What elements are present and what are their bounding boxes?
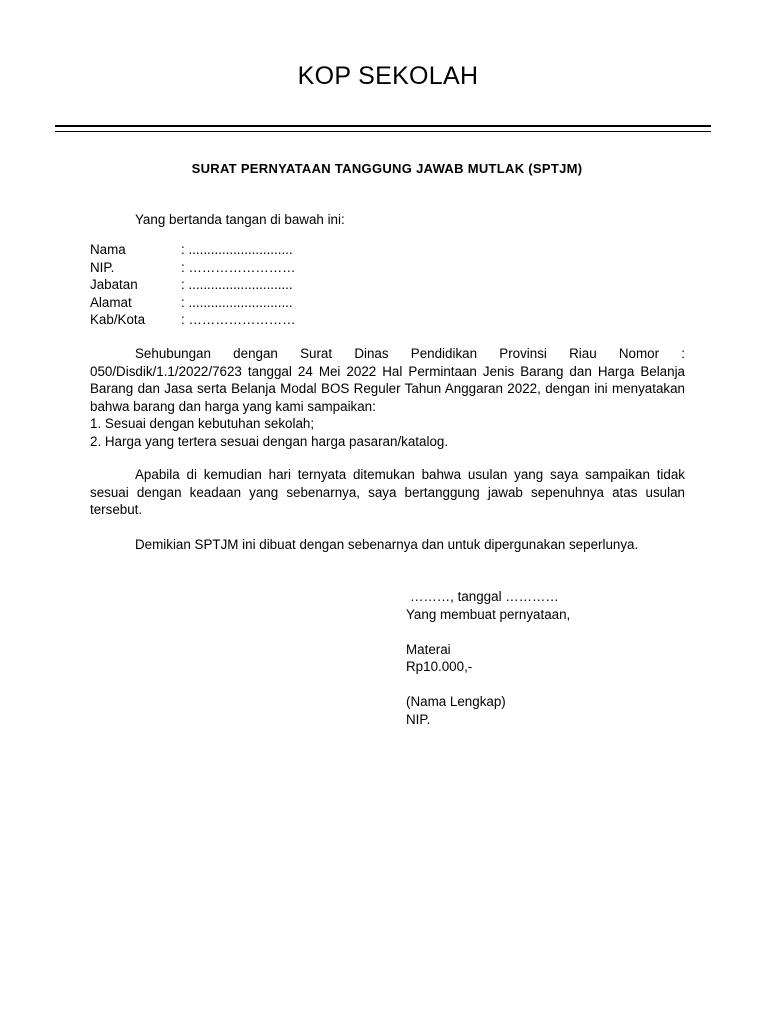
intro-text: Yang bertanda tangan di bawah ini: [135, 212, 345, 227]
signature-place-date: ………, tanggal ………… [410, 589, 559, 604]
paragraph-closing-text: Demikian SPTJM ini dibuat dengan sebenarnya dan untuk dipergunakan seperlunya. [135, 537, 639, 552]
paragraph-responsibility [90, 466, 685, 519]
paragraph-reference-body [90, 345, 685, 415]
signer-nip: NIP. [406, 711, 431, 727]
stamp-value: Rp10.000,- [406, 659, 473, 674]
signature-block [406, 588, 570, 728]
field-label: Nama [90, 242, 126, 257]
field-jabatan [90, 276, 296, 294]
paragraph-closing [90, 536, 685, 554]
field-nama [90, 241, 296, 259]
paragraph-reference [90, 345, 685, 450]
field-value: : ............................ [181, 294, 293, 310]
field-alamat [90, 294, 296, 312]
document-title: SURAT PERNYATAAN TANGGUNG JAWAB MUTLAK (SPTJM) [191, 161, 583, 176]
signature-title: Yang membuat pernyataan, [406, 606, 571, 622]
field-label: Jabatan [90, 277, 138, 292]
letterhead-rule-thick [55, 125, 711, 127]
list-item: 1. Sesuai dengan kebutuhan sekolah; [90, 416, 315, 431]
field-value: : ............................ [181, 242, 293, 257]
letterhead-rule-thin [55, 131, 711, 132]
field-kab-kota [90, 311, 296, 329]
letterhead-title: KOP SEKOLAH [297, 62, 479, 90]
field-nip [90, 259, 296, 277]
field-value: : …………………… [181, 259, 296, 275]
field-value: : ............................ [181, 277, 293, 292]
paragraph-reference-text: Sehubungan dengan Surat Dinas Pendidikan Provinsi Riau Nomor : 050/Disdik/1.1/2022/7623 tanggal 24 Mei 2022 Hal Permintaan Jenis Barang dan Harga Belanja Barang dan Jasa serta Belanja Modal BOS Reguler Tahun Anggaran 2022, dengan ini menyatakan bahwa barang dan harga yang kami sampaikan: [90, 346, 685, 414]
stamp-label: Materai [406, 641, 451, 657]
signer-name: (Nama Lengkap) [406, 694, 506, 709]
list-item: 2. Harga yang tertera sesuai dengan harga pasaran/katalog. [90, 433, 449, 449]
field-label: Kab/Kota [90, 312, 146, 327]
field-value: : …………………… [181, 312, 296, 327]
field-label: NIP. [90, 259, 115, 275]
field-label: Alamat [90, 294, 132, 310]
paragraph-responsibility-text: Apabila di kemudian hari ternyata ditemukan bahwa usulan yang saya sampaikan tidak sesuai dengan keadaan yang sebenarnya, saya bertanggung jawab sepenuhnya atas usulan tersebut. [90, 467, 685, 517]
identity-fields [90, 241, 296, 329]
